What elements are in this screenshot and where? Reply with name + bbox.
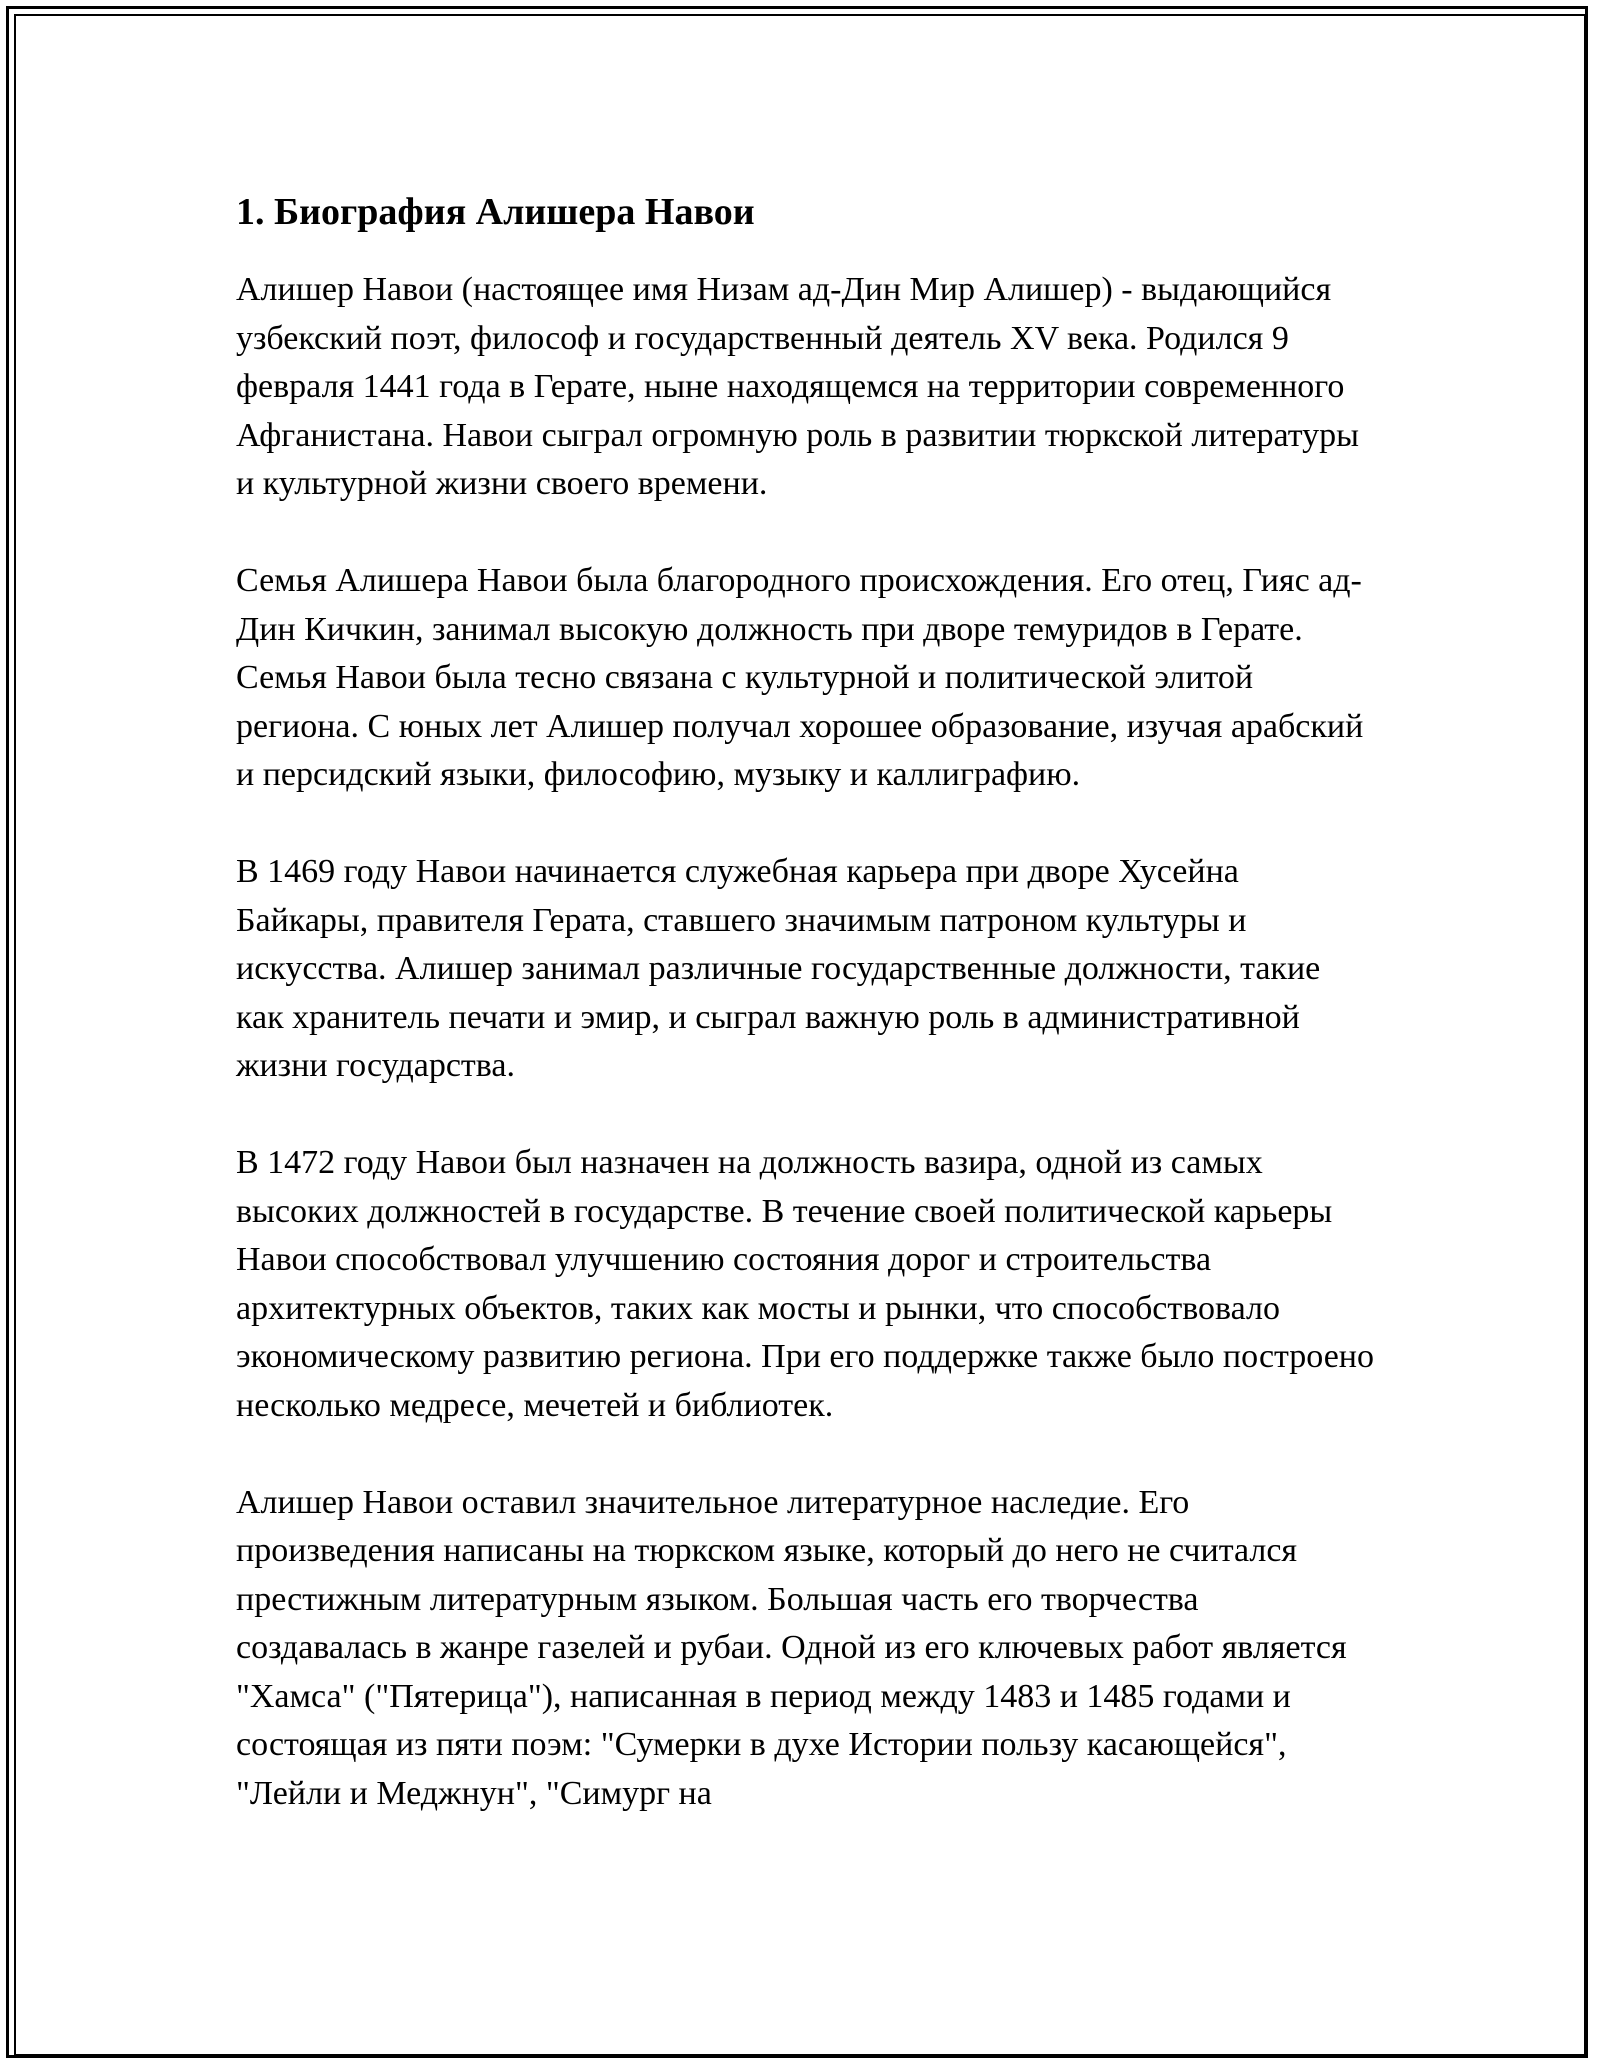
paragraph-5: Алишер Навои оставил значительное литературное наследие. Его произведения написаны на тюркском языке, который до него не считался престижным литературным языком. Большая часть его творчества создавалась в жанре газелей и рубаи. Одной из его ключевых работ является "Хамса" ("Пятерица"), написанная в период между 1483 и 1485 годами и состоящая из пяти поэм: "Сумерки в духе Истории пользу касающейся", "Лейли и Меджнун", "Симург на [236, 1483, 1347, 1812]
document-body [236, 186, 1376, 1867]
paragraph-3: В 1469 году Навои начинается служебная карьера при дворе Хусейна Байкары, правителя Герата, ставшего значимым патроном культуры и искусства. Алишер занимал различные государственные должности, такие как хранитель печати и эмир, и сыграл важную роль в административной жизни государства. [236, 853, 1321, 1084]
paragraph-2: Семья Алишера Навои была благородного происхождения. Его отец, Гияс ад-Дин Кичкин, занимал высокую должность при дворе темуридов в Герате. Семья Навои была тесно связана с культурной и политической элитой региона. С юных лет Алишер получал хорошее образование, изучая арабский и персидский языки, философию, музыку и каллиграфию. [236, 562, 1364, 793]
section-title: 1. Биография Алишера Навои [236, 191, 755, 233]
paragraph-4: В 1472 году Навои был назначен на должность вазира, одной из самых высоких должностей в государстве. В течение своей политической карьеры Навои способствовал улучшению состояния дорог и строительства архитектурных объектов, таких как мосты и рынки, что способствовало экономическому развитию региона. При его поддержке также было построено несколько медресе, мечетей и библиотек. [236, 1144, 1375, 1424]
paragraph-1: Алишер Навои (настоящее имя Низам ад-Дин Мир Алишер) - выдающийся узбекский поэт, философ и государственный деятель XV века. Родился 9 февраля 1441 года в Герате, ныне находящемся на территории современного Афганистана. Навои сыграл огромную роль в развитии тюркской литературы и культурной жизни своего времени. [236, 271, 1359, 502]
